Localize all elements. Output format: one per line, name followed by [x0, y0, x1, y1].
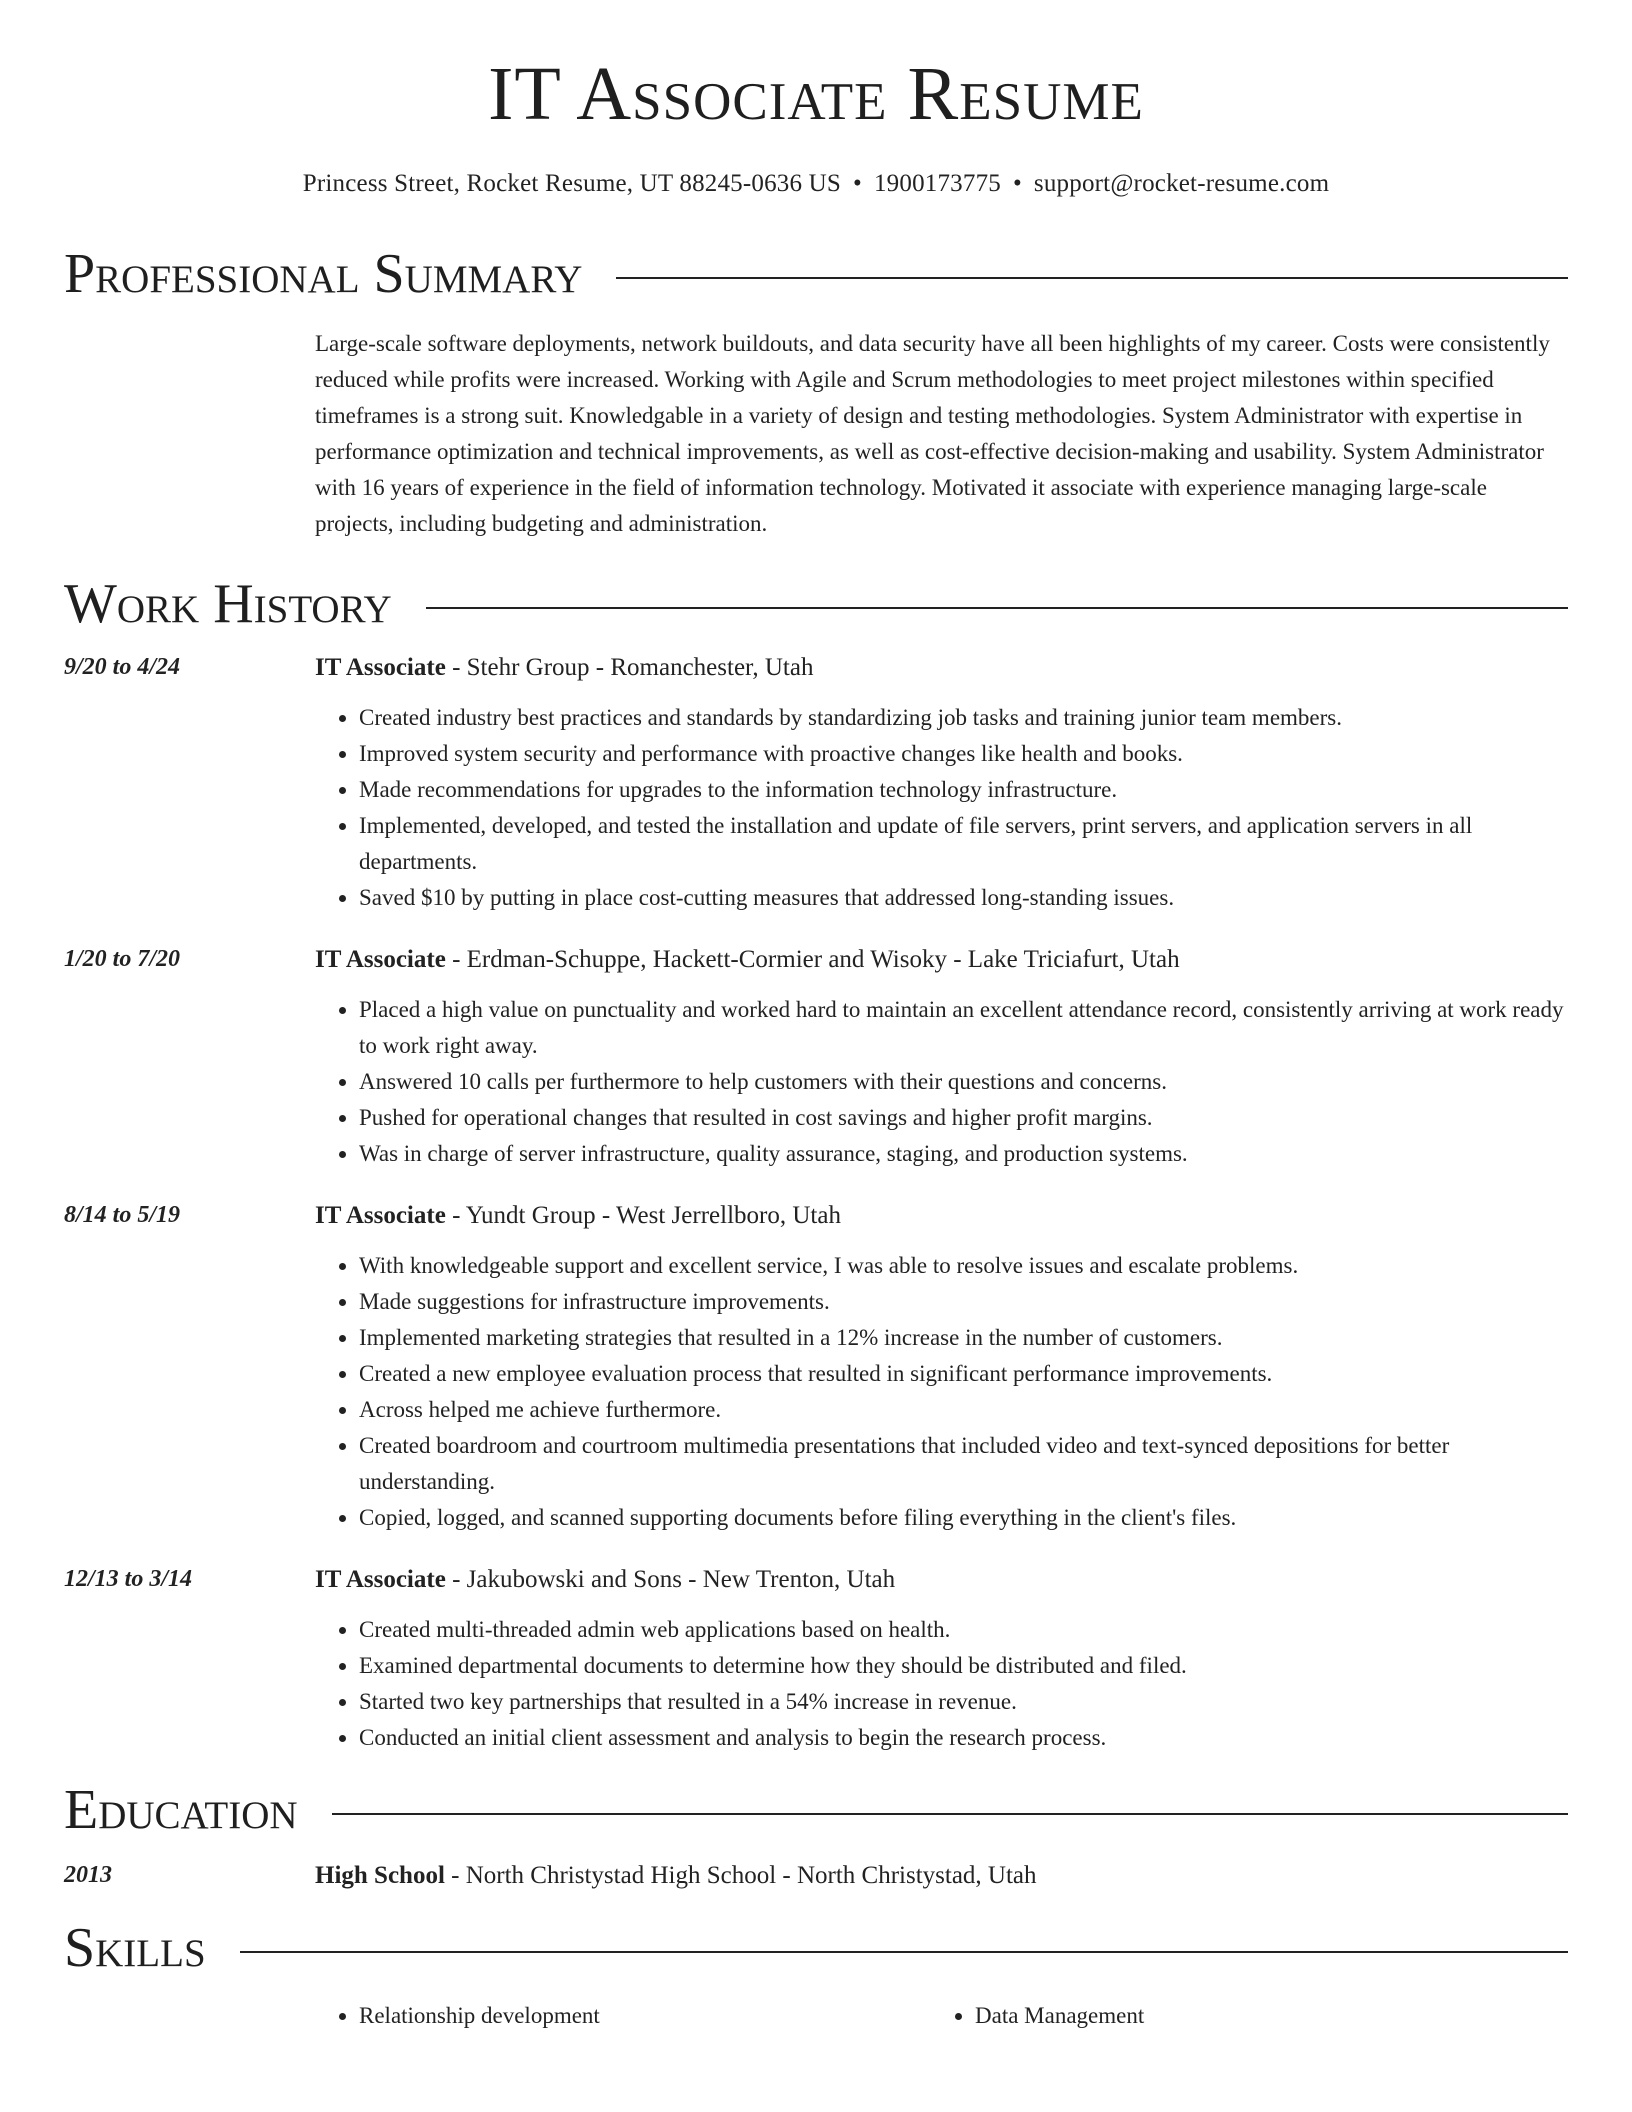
- skills-heading: Skills: [64, 1917, 206, 1979]
- job-dates: 8/14 to 5/19: [64, 1202, 181, 1228]
- bullet-item: • Saved $10 by putting in place cost-cutting measures that addressed long-standing issues.: [359, 880, 1568, 916]
- education-year: 2013: [64, 1862, 112, 1888]
- bullet-item: • Made recommendations for upgrades to the information technology infrastructure.: [359, 772, 1568, 808]
- bullet-item: • Implemented, developed, and tested the installation and update of file servers, print servers, and application servers in all departments.: [359, 808, 1568, 880]
- section-rule: [616, 277, 1568, 279]
- skills-column-left: [315, 1998, 931, 2034]
- bullet-item: • Placed a high value on punctuality and worked hard to maintain an excellent attendance record, consistently arriving at work ready to work right away.: [359, 992, 1568, 1064]
- separator: •: [1012, 170, 1022, 197]
- skill-item: • Data Management: [975, 1998, 1547, 2034]
- job-heading: [315, 946, 1568, 974]
- job-title: IT Associate: [315, 654, 446, 681]
- section-heading: [64, 243, 1568, 305]
- education-details: - North Christystad High School - North Christystad, Utah: [444, 1862, 1037, 1889]
- job-dates: 9/20 to 4/24: [64, 654, 181, 680]
- bullet-item: • Conducted an initial client assessment and analysis to begin the research process.: [359, 1720, 1568, 1756]
- section-rule: [332, 1813, 1568, 1815]
- email[interactable]: support@rocket-resume.com: [1033, 170, 1330, 197]
- job-entry: [64, 946, 1568, 1172]
- summary-heading: Professional Summary: [64, 243, 583, 305]
- bullet-item: • Started two key partnerships that resulted in a 54% increase in revenue.: [359, 1684, 1568, 1720]
- job-title: IT Associate: [315, 1202, 446, 1229]
- job-bullets: [315, 700, 1568, 916]
- work-section: [64, 573, 1568, 1756]
- job-entry: [64, 1566, 1568, 1756]
- bullet-item: • Created multi-threaded admin web applications based on health.: [359, 1612, 1568, 1648]
- bullet-item: • Copied, logged, and scanned supporting documents before filing everything in the client's files.: [359, 1500, 1568, 1536]
- job-dates: 12/13 to 3/14: [64, 1566, 193, 1592]
- section-heading: [64, 1917, 1568, 1979]
- bullet-item: • Created industry best practices and standards by standardizing job tasks and training junior team members.: [359, 700, 1568, 736]
- education-section: [64, 1779, 1568, 1890]
- skill-item: • Relationship development: [359, 1998, 931, 2034]
- job-bullets: [315, 1248, 1568, 1536]
- skills-section: [64, 1917, 1568, 2034]
- bullet-item: • Created a new employee evaluation process that resulted in significant performance improvements.: [359, 1356, 1568, 1392]
- resume-title: IT Associate Resume: [488, 52, 1144, 136]
- job-dates: 1/20 to 7/20: [64, 946, 181, 972]
- job-bullets: [315, 1612, 1568, 1756]
- bullet-item: • Across helped me achieve furthermore.: [359, 1392, 1568, 1428]
- bullet-item: • Created boardroom and courtroom multimedia presentations that included video and text-synced depositions for better understanding.: [359, 1428, 1568, 1500]
- bullet-item: • Improved system security and performance with proactive changes like health and books.: [359, 736, 1568, 772]
- section-rule: [240, 1951, 1568, 1953]
- separator: •: [853, 170, 862, 197]
- job-title: IT Associate: [315, 1566, 446, 1593]
- bullet-item: • Was in charge of server infrastructure, quality assurance, staging, and production systems.: [359, 1136, 1568, 1172]
- job-heading: [315, 1566, 1568, 1594]
- bullet-item: • With knowledgeable support and excellent service, I was able to resolve issues and escalate problems.: [359, 1248, 1568, 1284]
- skills-list: [315, 1998, 1568, 2034]
- phone: 1900173775: [873, 170, 1001, 197]
- contact-line: [0, 170, 1632, 198]
- job-details: - Jakubowski and Sons - New Trenton, Utah: [445, 1566, 896, 1593]
- job-heading: [315, 1202, 1568, 1230]
- section-heading: [64, 573, 1568, 635]
- skills-column-right: [931, 1998, 1547, 2034]
- bullet-item: • Made suggestions for infrastructure improvements.: [359, 1284, 1568, 1320]
- bullet-item: • Answered 10 calls per furthermore to help customers with their questions and concerns.: [359, 1064, 1568, 1100]
- bullet-item: • Implemented marketing strategies that resulted in a 12% increase in the number of customers.: [359, 1320, 1568, 1356]
- education-degree: High School: [315, 1862, 445, 1889]
- job-details: - Stehr Group - Romanchester, Utah: [445, 654, 814, 681]
- summary-section: [64, 243, 1568, 542]
- education-heading-line: [315, 1862, 1568, 1890]
- section-rule: [426, 607, 1568, 609]
- education-entry: [64, 1862, 1568, 1890]
- work-heading: Work History: [64, 573, 392, 635]
- job-entry: [64, 654, 1568, 916]
- bullet-item: • Examined departmental documents to determine how they should be distributed and filed.: [359, 1648, 1568, 1684]
- section-heading: [64, 1779, 1568, 1841]
- job-heading: [315, 654, 1568, 682]
- education-heading: Education: [64, 1779, 298, 1841]
- address: Princess Street, Rocket Resume, UT 88245-0636 US: [302, 170, 842, 197]
- job-bullets: [315, 992, 1568, 1172]
- summary-text: Large-scale software deployments, network buildouts, and data security have all been highlights of my career. Costs were consistently reduced while profits were increased. Working with Agile and Scrum methodologies to meet project milestones within specified timeframes is a strong suit. Knowledgable in a variety of design and testing methodologies. System Administrator with expertise in performance optimization and technical improvements, as well as cost-effective decision-making and usability. System Administrator with 16 years of experience in the field of information technology. Motivated it associate with experience managing large-scale projects, including budgeting and administration.: [315, 331, 1550, 536]
- job-title: IT Associate: [315, 946, 446, 973]
- bullet-item: • Pushed for operational changes that resulted in cost savings and higher profit margins.: [359, 1100, 1568, 1136]
- job-entry: [64, 1202, 1568, 1536]
- job-details: - Yundt Group - West Jerrellboro, Utah: [445, 1202, 841, 1229]
- job-details: - Erdman-Schuppe, Hackett-Cormier and Wisoky - Lake Triciafurt, Utah: [445, 946, 1180, 973]
